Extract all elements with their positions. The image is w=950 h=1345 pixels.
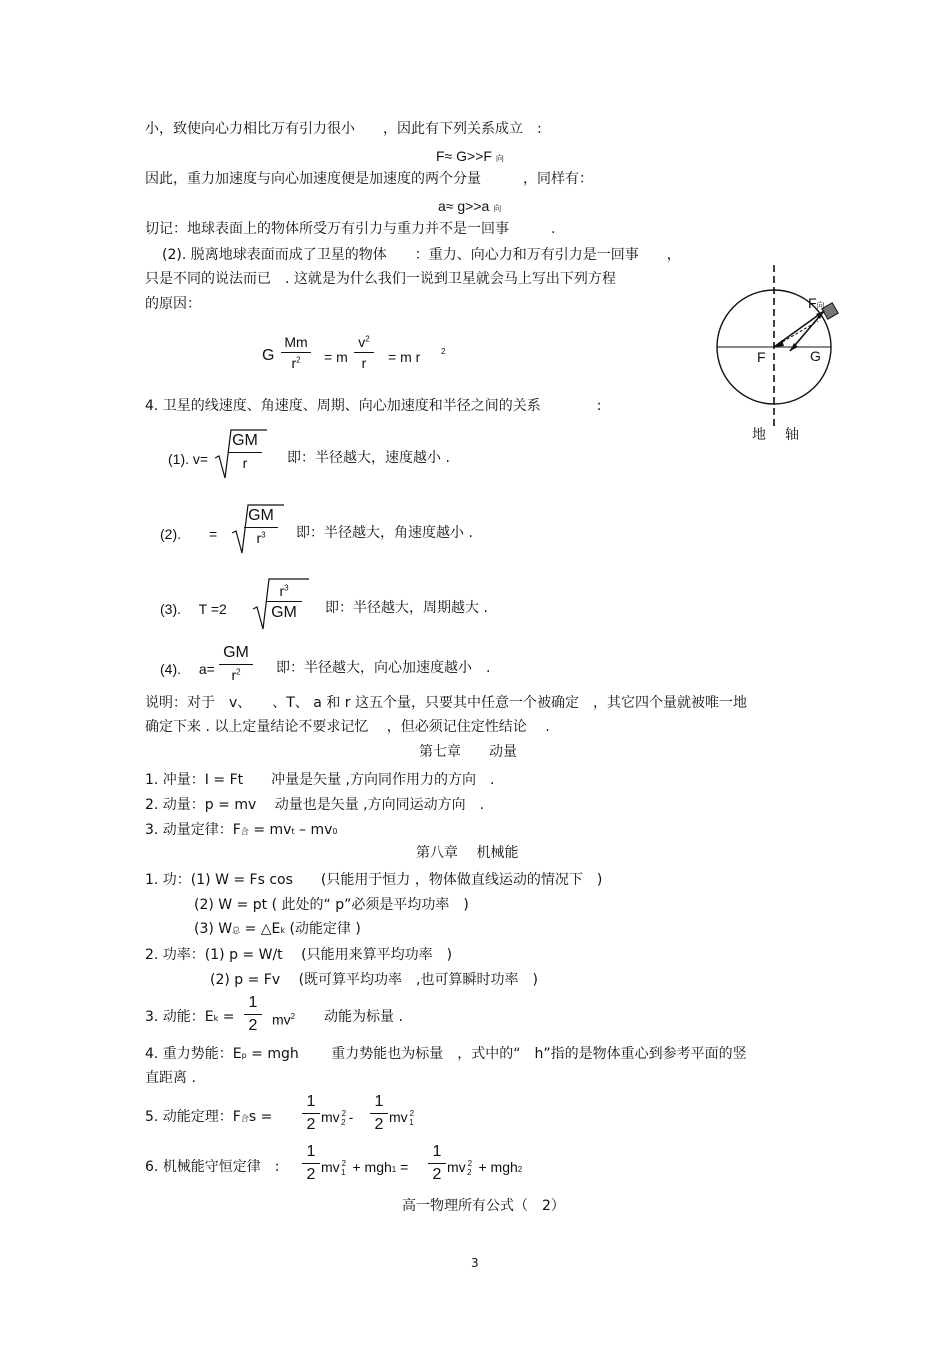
exponent: 2 (341, 1159, 347, 1168)
note-line: 确定下来 . 以上定量结论不要求记忆 ，但必须记住定性结论 . (145, 719, 550, 735)
subscript: 2 (517, 1165, 523, 1174)
text-line: 的原因： (145, 296, 201, 312)
formula-explanation: 即：半径越大，向心加速度越小 . (276, 660, 491, 676)
subscript: 向 (493, 204, 502, 213)
page-footer-title: 高一物理所有公式（ 2） (402, 1198, 565, 1214)
denominator: r (361, 355, 367, 371)
text: = mv (248, 822, 292, 838)
text: mv (321, 1159, 340, 1175)
text: + mgh (352, 1159, 392, 1175)
formula-mv2 (272, 1008, 295, 1029)
text-line: 小，致使向心力相比万有引力很小 ，因此有下列关系成立 : (145, 121, 542, 137)
earth-satellite-diagram (712, 265, 852, 445)
exponent: 2 (365, 334, 370, 344)
formula-left-side (321, 1158, 408, 1179)
formula-a-approx (438, 197, 501, 218)
denominator (219, 667, 253, 683)
formula-mv1-2 (389, 1108, 417, 1129)
subscript: 2 (467, 1168, 472, 1177)
formula-explanation: 即：半径越大，速度越小 . (287, 450, 450, 466)
denominator: 2 (432, 1166, 442, 1183)
text-line: 切记：地球表面上的物体所受万有引力与重力并不是一回事 . (145, 221, 556, 237)
subscript: 向 (495, 154, 504, 163)
numerator: 1 (306, 1143, 316, 1160)
diagram-label-f-centripetal (808, 294, 825, 315)
list-item: 6. 机械能守恒定律 : (145, 1159, 280, 1175)
text: mv (272, 1011, 291, 1028)
formula-eq-mr: = m r (388, 349, 421, 365)
formula-label: (2). = (160, 526, 218, 542)
subscript: 总 (232, 926, 241, 935)
formula-f-approx (436, 147, 504, 168)
list-item (145, 1045, 747, 1065)
fraction-bar (354, 352, 374, 353)
text: (3) W (194, 921, 233, 937)
subscript: p (241, 1051, 247, 1060)
formula-explanation: 即：半径越大，周期越大 . (325, 600, 488, 616)
numerator: 1 (432, 1143, 442, 1160)
numerator (266, 583, 302, 599)
text-line: 因此，重力加速度与向心加速度便是加速度的两个分量 ，同样有： (145, 171, 593, 187)
formula-eq-m: = m (324, 349, 348, 365)
exponent: 2 (296, 355, 301, 365)
diagram-label-g: G (810, 348, 821, 364)
fraction-one-half (244, 994, 262, 1035)
list-item: (2) p = Fv (既可算平均功率 ,也可算瞬时功率 ) (210, 972, 538, 988)
list-item (145, 1108, 272, 1128)
exponent: 2 (341, 1109, 347, 1118)
formula-explanation: 动能为标量 . (324, 1009, 403, 1025)
subscript: 合 (240, 1114, 249, 1123)
list-item: 2. 动量：p = mv 动量也是矢量 ,方向同运动方向 . (145, 797, 485, 813)
list-item: 2. 功率：(1) p = W/t (只能用来算平均功率 ) (145, 947, 453, 963)
fraction-bar (302, 1113, 320, 1114)
subscript: 1 (409, 1118, 414, 1127)
diagram-label-f: F (757, 349, 766, 365)
text: = mgh 重力势能也为标量 ，式中的“ h”指的是物体重心到参考平面的竖 (246, 1046, 747, 1062)
fraction-bar (302, 1163, 320, 1164)
text: = (218, 1009, 235, 1025)
list-item: 1. 功：(1) W = Fs cos (只能用于恒力 ，物体做直线运动的情况下 ) (145, 872, 603, 888)
text: 3. 动量定律：F (145, 822, 241, 838)
numerator: GM (223, 644, 249, 661)
list-item: (2) W = pt ( 此处的“ p”必须是平均功率 ) (194, 897, 469, 913)
fraction-one-half (302, 1093, 320, 1134)
text: mv (389, 1109, 408, 1125)
fraction-v2-r (354, 334, 374, 371)
fraction-Mm-r2 (281, 334, 311, 371)
fraction-bar (281, 352, 311, 353)
text: + mgh (478, 1159, 518, 1175)
numerator: 1 (248, 994, 258, 1011)
text: mv (321, 1109, 340, 1125)
text: mv (447, 1159, 466, 1175)
text: - (348, 1109, 354, 1125)
text: = (400, 1159, 409, 1175)
exponent: 3 (284, 583, 289, 593)
formula-mv2-2 (321, 1108, 353, 1129)
fraction-GM-r3 (244, 507, 278, 546)
fraction-one-half (302, 1143, 320, 1184)
denominator: 2 (306, 1116, 316, 1133)
note-line: 说明：对于 v、 、T、 a 和 r 这五个量，只要其中任意一个被确定 ，其它四个量就被唯一地 (145, 695, 747, 711)
subscript: 合 (240, 827, 249, 836)
list-item: 1. 冲量：I = Ft 冲量是矢量 ,方向同作用力的方向 . (145, 772, 495, 788)
fraction-bar (266, 601, 302, 602)
list-item (194, 920, 361, 940)
denominator: r (242, 455, 248, 471)
numerator: GM (248, 507, 274, 524)
fraction-bar (428, 1163, 446, 1164)
text: (动能定律 ) (285, 921, 361, 937)
chapter-heading: 第七章 动量 (419, 744, 517, 760)
denominator: GM (271, 604, 297, 621)
fraction-bar (370, 1113, 388, 1114)
text: – mv (294, 822, 333, 838)
text: = △E (240, 921, 281, 937)
label-text: F (808, 295, 817, 311)
text: 4. 重力势能：E (145, 1046, 242, 1062)
denominator: 2 (374, 1116, 384, 1133)
diagram-label-zhou: 轴 (785, 427, 799, 443)
denominator: 2 (306, 1166, 316, 1183)
subscript: t (291, 827, 295, 836)
exponent: 2 (441, 347, 446, 356)
exponent: 2 (236, 667, 241, 677)
denom-r: r (231, 667, 237, 683)
text-line: (2). 脱离地球表面而成了卫星的物体 ：重力、向心力和万有引力是一回事 ， (162, 247, 681, 263)
subscript: k (280, 926, 286, 935)
text-line: 只是不同的说法而已 . 这就是为什么我们一说到卫星就会马上写出下列方程 (145, 271, 616, 287)
list-item (145, 821, 338, 841)
denominator (244, 530, 278, 546)
fraction-one-half (370, 1093, 388, 1134)
fraction-bar (244, 1014, 262, 1015)
numerator: GM (232, 432, 258, 449)
fraction-r3-GM (266, 583, 302, 622)
fraction-one-half (428, 1143, 446, 1184)
formula-G: G (262, 347, 275, 364)
exponent: 2 (409, 1109, 415, 1118)
subscript: 2 (341, 1118, 346, 1127)
denominator (281, 355, 311, 371)
formula-text: F≈ G>>F (436, 148, 492, 164)
text: 3. 动能：E (145, 1009, 214, 1025)
fraction-GM-r2 (219, 644, 253, 683)
subscript: 向 (816, 301, 825, 310)
section-heading: 4. 卫星的线速度、角速度、周期、向心加速度和半径之间的关系 : (145, 398, 602, 414)
fraction-bar (219, 664, 253, 665)
denom-r: r (291, 355, 297, 371)
diagram-label-di: 地 (752, 427, 766, 443)
subscript: 1 (341, 1168, 346, 1177)
page-number: 3 (471, 1256, 479, 1270)
formula-label: (3). T =2 (160, 601, 227, 617)
num-r: r (279, 583, 285, 599)
subscript: 1 (391, 1165, 397, 1174)
formula-text: a≈ g>>a (438, 198, 490, 214)
numerator (354, 334, 374, 350)
exponent: 3 (261, 530, 266, 540)
denom-r: r (256, 530, 262, 546)
text: s = (248, 1109, 273, 1125)
fraction-bar (244, 527, 278, 528)
list-item (145, 1008, 234, 1028)
formula-label: (4). a= (160, 661, 215, 677)
subscript: k (213, 1014, 219, 1023)
formula-explanation: 即：半径越大，角速度越小 . (296, 525, 473, 541)
subscript: 0 (332, 827, 338, 836)
numerator: 1 (306, 1093, 316, 1110)
numerator: 1 (374, 1093, 384, 1110)
denominator: 2 (248, 1017, 258, 1034)
formula-label: (1). v= (168, 451, 209, 467)
numerator: Mm (284, 334, 308, 350)
text: 5. 动能定理：F (145, 1109, 241, 1125)
fraction-bar (228, 452, 262, 453)
list-item: 直距离 . (145, 1070, 196, 1086)
chapter-heading: 第八章 机械能 (416, 845, 519, 861)
exponent: 2 (290, 1012, 296, 1021)
exponent: 2 (467, 1159, 473, 1168)
formula-right-side (447, 1158, 522, 1179)
num-v: v (358, 334, 366, 350)
fraction-GM-r (228, 432, 262, 471)
